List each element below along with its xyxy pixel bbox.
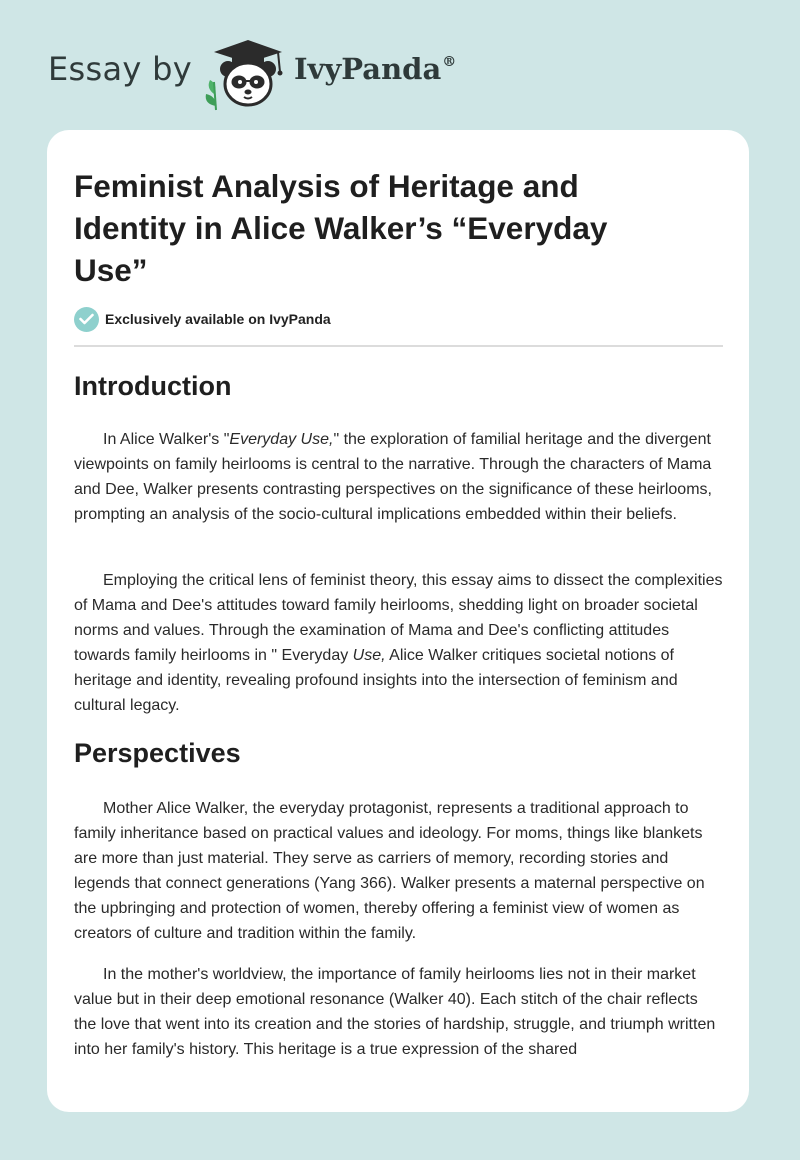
paragraph-text: " the exploration of familial heritage and the divergent viewpoints on family heirlooms is central to the narrative. Through the characters of Mama and Dee, Walker presents contrasting perspectives on the significance of these heirlooms, prompting an analysis of the socio-cultural implications embedded within their beliefs.: [74, 431, 712, 523]
brand-prefix: Essay by: [48, 50, 192, 88]
paragraph-text: Employing the critical lens of feminist theory, this essay aims to dissect the complexities of Mama and Dee's attitudes toward family heirlooms, shedding light on broader societal norms and values. Through the examination of Mama and Dee's conflicting attitudes towards family heirlooms in " Everyday: [74, 572, 723, 664]
exclusive-badge: [74, 306, 331, 332]
page-title: Feminist Analysis of Heritage and Identity in Alice Walker’s “Everyday Use”: [74, 168, 608, 288]
paragraph-perspectives-1: [74, 796, 724, 946]
section-heading-introduction: Introduction: [74, 371, 232, 401]
section-heading-perspectives: Perspectives: [74, 738, 241, 768]
paragraph-introduction-1: [74, 427, 724, 527]
paragraph-perspectives-2: [74, 962, 724, 1062]
italic-title: Everyday Use,: [229, 431, 334, 448]
paragraph-introduction-2: [74, 568, 724, 718]
registered-mark: ®: [442, 54, 457, 70]
panda-graduate-icon: [200, 36, 292, 112]
paragraph-text: Alice Walker critiques societal notions of heritage and identity, revealing profound insights into the intersection of feminism and cultural legacy.: [74, 647, 678, 714]
title-divider: [74, 345, 723, 347]
essay-card: [47, 130, 749, 1112]
paragraph-text: In the mother's worldview, the importance of family heirlooms lies not in their market value but in their deep emotional resonance (Walker 40). Each stitch of the chair reflects the love that went into its creation and the stories of hardship, struggle, and triumph written into her family's history. This heritage is a true expression of the shared: [74, 966, 716, 1058]
badge-label: Exclusively available on IvyPanda: [105, 311, 331, 327]
check-icon: [74, 307, 99, 332]
paragraph-text: In Alice Walker's ": [103, 431, 230, 448]
site-header: [48, 30, 508, 110]
paragraph-text: Mother Alice Walker, the everyday protagonist, represents a traditional approach to family inheritance based on practical values and ideology. For moms, things like blankets are more than just material. They serve as carriers of memory, recording stories and legends that connect generations (Yang 366). Walker presents a maternal perspective on the upbringing and protection of women, thereby offering a feminist view of women as creators of culture and tradition within the family.: [74, 800, 705, 942]
brand-name: [294, 52, 456, 86]
brand-name-text: IvyPanda: [294, 52, 442, 86]
italic-title: Use,: [352, 647, 386, 664]
